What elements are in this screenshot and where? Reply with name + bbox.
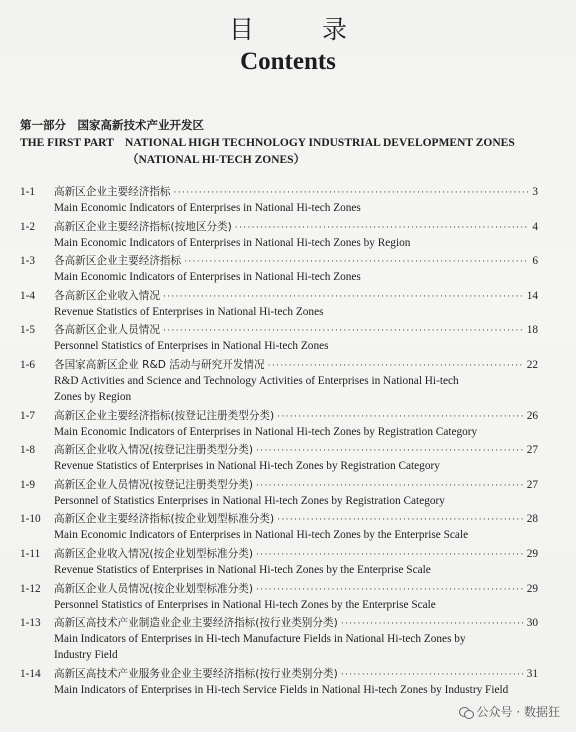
toc-entry-cn-row xyxy=(54,666,538,682)
dot-leader xyxy=(256,581,524,597)
toc-entry-page-number: 28 xyxy=(526,513,538,526)
toc-entry-number: 1-2 xyxy=(20,220,36,233)
title-chinese: 目 录 xyxy=(229,15,377,44)
watermark xyxy=(459,703,560,720)
toc-entry-number: 1-13 xyxy=(20,617,41,630)
toc-entry-title-en: Main Economic Indicators of Enterprises in National Hi-tech Zones xyxy=(54,202,361,214)
toc-entry-cn-row xyxy=(54,357,538,373)
toc-entry-en-line xyxy=(0,631,576,647)
toc-entry-en-line xyxy=(0,338,576,354)
toc-entry-page-number: 14 xyxy=(526,289,538,302)
toc-entry-number: 1-7 xyxy=(20,409,36,422)
toc-entry-en-line xyxy=(0,269,576,285)
toc-entry-cn-row xyxy=(54,442,538,458)
toc-entry-number: 1-9 xyxy=(20,478,36,491)
toc-entry-number: 1-14 xyxy=(20,667,41,680)
toc-entry-cn-line xyxy=(0,408,576,424)
toc-entry[interactable] xyxy=(0,288,576,320)
toc-entries xyxy=(0,184,576,700)
toc-entry-cn-row xyxy=(54,253,538,269)
dot-leader xyxy=(256,546,524,562)
toc-entry[interactable] xyxy=(0,666,576,698)
toc-entry-title-cn: 各高新区企业收入情况 xyxy=(54,289,160,302)
toc-entry-cn-line xyxy=(0,546,576,562)
toc-entry-title-en: Personnel Statistics of Enterprises in National Hi-tech Zones xyxy=(54,340,329,353)
toc-entry-title-cn: 各国家高新区企业 R&D 活动与研究开发情况 xyxy=(54,358,265,371)
toc-entry-number: 1-12 xyxy=(20,582,41,595)
part-heading-english: THE FIRST PART NATIONAL HIGH TECHNOLOGY INDUSTRIAL DEVELOPMENT ZONES xyxy=(20,137,515,149)
toc-entry-page-number: 4 xyxy=(532,220,538,233)
dot-leader xyxy=(174,184,530,200)
toc-entry-en-line xyxy=(0,304,576,320)
toc-entry-cn-row xyxy=(54,581,538,597)
toc-entry-page-number: 22 xyxy=(526,358,538,371)
toc-entry-en-line xyxy=(0,682,576,698)
toc-entry-number: 1-6 xyxy=(20,358,36,371)
dot-leader xyxy=(235,219,530,235)
wechat-icon xyxy=(459,706,473,718)
toc-entry-cn-line xyxy=(0,666,576,682)
dot-leader xyxy=(277,408,524,424)
toc-entry-title-cn: 高新区企业主要经济指标(按企业划型标准分类) xyxy=(54,513,275,526)
toc-entry-cn-row xyxy=(54,219,538,235)
toc-entry-page-number: 27 xyxy=(526,478,538,491)
toc-entry-page-number: 27 xyxy=(526,444,538,457)
toc-entry-page-number: 29 xyxy=(526,547,538,560)
toc-entry-title-cn: 高新区高技术产业服务业企业主要经济指标(按行业类别分类) xyxy=(54,667,338,680)
toc-entry-number: 1-4 xyxy=(20,289,36,302)
toc-entry-en-line xyxy=(0,597,576,613)
toc-entry-cn-row xyxy=(54,477,538,493)
toc-entry-page-number: 3 xyxy=(532,186,538,198)
toc-entry-title-en: Revenue Statistics of Enterprises in National Hi-tech Zones xyxy=(54,305,324,318)
toc-entry-en-line xyxy=(0,562,576,578)
title-english: Contents xyxy=(240,48,336,75)
toc-entry-number: 1-10 xyxy=(20,513,41,526)
dot-leader xyxy=(277,511,524,527)
toc-entry-title-en: Main Economic Indicators of Enterprises in National Hi-tech Zones by Region xyxy=(54,236,411,249)
toc-entry-title-en: Main Indicators of Enterprises in Hi-tech Service Fields in National Hi-tech Zones by Industry Field xyxy=(54,683,509,696)
toc-entry-number: 1-11 xyxy=(20,547,41,560)
toc-entry-en-line xyxy=(0,389,576,405)
toc-entry-page-number: 18 xyxy=(526,324,538,337)
toc-entry-title-en: Revenue Statistics of Enterprises in National Hi-tech Zones by the Enterprise Scale xyxy=(54,563,431,576)
toc-entry-number: 1-8 xyxy=(20,444,36,457)
toc-entry-number: 1-1 xyxy=(20,186,36,198)
toc-entry[interactable] xyxy=(0,253,576,285)
toc-entry-cn-line xyxy=(0,219,576,235)
toc-entry[interactable] xyxy=(0,219,576,251)
toc-entry-title-cn: 高新区企业人员情况(按登记注册类型分类) xyxy=(54,478,253,491)
toc-entry-cn-line xyxy=(0,184,576,200)
toc-entry-en-line xyxy=(0,424,576,440)
toc-entry[interactable] xyxy=(0,477,576,509)
toc-entry-cn-row xyxy=(54,408,538,424)
toc-entry-cn-row xyxy=(54,288,538,304)
toc-entry-title-cn: 各高新区企业主要经济指标 xyxy=(54,255,182,268)
dot-leader xyxy=(184,253,529,269)
toc-entry-title-cn: 高新区企业主要经济指标 xyxy=(54,186,171,198)
watermark-text: 公众号 · 数据狂 xyxy=(476,705,560,719)
toc-entry-cn-row xyxy=(54,322,538,338)
toc-entry-page-number: 26 xyxy=(526,409,538,422)
toc-entry-title-en: Industry Field xyxy=(54,649,118,662)
toc-entry[interactable] xyxy=(0,184,576,216)
toc-entry-cn-row xyxy=(54,184,538,200)
toc-entry[interactable] xyxy=(0,442,576,474)
toc-entry[interactable] xyxy=(0,581,576,613)
toc-entry-page-number: 31 xyxy=(526,667,538,680)
part-heading-chinese: 第一部分 国家高新技术产业开发区 xyxy=(20,118,204,132)
toc-entry-title-en: Main Economic Indicators of Enterprises in National Hi-tech Zones by Registration Category xyxy=(54,425,478,438)
part-heading-english-subtitle: （NATIONAL HI-TECH ZONES） xyxy=(127,154,306,166)
toc-entry-cn-row xyxy=(54,546,538,562)
toc-entry[interactable] xyxy=(0,511,576,543)
dot-leader xyxy=(341,615,524,631)
toc-entry-cn-line xyxy=(0,322,576,338)
dot-leader xyxy=(163,288,524,304)
toc-entry-page-number: 29 xyxy=(526,582,538,595)
toc-entry[interactable] xyxy=(0,546,576,578)
toc-entry-cn-line xyxy=(0,442,576,458)
dot-leader xyxy=(256,477,524,493)
toc-entry-cn-line xyxy=(0,288,576,304)
toc-entry-cn-line xyxy=(0,477,576,493)
toc-entry-title-en: R&D Activities and Science and Technology Activities of Enterprises in National Hi-tech xyxy=(54,374,459,387)
dot-leader xyxy=(163,322,524,338)
dot-leader xyxy=(341,666,524,682)
toc-entry-en-line xyxy=(0,647,576,663)
toc-entry-page-number: 6 xyxy=(532,255,538,268)
toc-entry-en-line xyxy=(0,458,576,474)
toc-entry-title-en: Revenue Statistics of Enterprises in National Hi-tech Zones by Registration Category xyxy=(54,460,440,473)
toc-entry-cn-line xyxy=(0,581,576,597)
toc-entry[interactable] xyxy=(0,357,576,405)
toc-entry[interactable] xyxy=(0,408,576,440)
toc-entry-title-en: Personnel Statistics of Enterprises in National Hi-tech Zones by the Enterprise Scale xyxy=(54,598,436,611)
toc-entry-cn-line xyxy=(0,357,576,373)
toc-entry-title-cn: 高新区企业人员情况(按企业划型标准分类) xyxy=(54,582,253,595)
toc-entry-number: 1-5 xyxy=(20,324,36,337)
toc-entry-cn-line xyxy=(0,511,576,527)
toc-entry-en-line xyxy=(0,235,576,251)
toc-entry-title-cn: 各高新区企业人员情况 xyxy=(54,324,160,337)
toc-entry[interactable] xyxy=(0,322,576,354)
toc-entry-title-cn: 高新区企业主要经济指标(按登记注册类型分类) xyxy=(54,409,275,422)
dot-leader xyxy=(256,442,524,458)
toc-entry-title-en: Personnel of Statistics Enterprises in National Hi-tech Zones by Registration Category xyxy=(54,494,445,507)
toc-entry-title-en: Main Economic Indicators of Enterprises in National Hi-tech Zones by the Enterprise Scale xyxy=(54,529,469,542)
toc-entry-title-cn: 高新区高技术产业制造业企业主要经济指标(按行业类别分类) xyxy=(54,617,338,630)
toc-entry-title-en: Zones by Region xyxy=(54,390,132,403)
toc-entry-number: 1-3 xyxy=(20,255,36,268)
toc-entry-en-line xyxy=(0,493,576,509)
toc-entry-cn-row xyxy=(54,511,538,527)
toc-entry-title-cn: 高新区企业收入情况(按企业划型标准分类) xyxy=(54,547,253,560)
toc-entry-title-en: Main Economic Indicators of Enterprises in National Hi-tech Zones xyxy=(54,271,361,284)
toc-entry-en-line xyxy=(0,373,576,389)
toc-entry-en-line xyxy=(0,200,576,216)
toc-entry-cn-line xyxy=(0,615,576,631)
toc-entry-title-cn: 高新区企业收入情况(按登记注册类型分类) xyxy=(54,444,253,457)
toc-entry-title-cn: 高新区企业主要经济指标(按地区分类) xyxy=(54,220,232,233)
toc-entry-en-line xyxy=(0,527,576,543)
dot-leader xyxy=(268,357,524,373)
toc-entry-cn-row xyxy=(54,615,538,631)
toc-entry-cn-line xyxy=(0,253,576,269)
toc-entry-title-en: Main Indicators of Enterprises in Hi-tech Manufacture Fields in National Hi-tech Zones by xyxy=(54,633,466,646)
toc-entry[interactable] xyxy=(0,615,576,663)
toc-entry-page-number: 30 xyxy=(526,617,538,630)
